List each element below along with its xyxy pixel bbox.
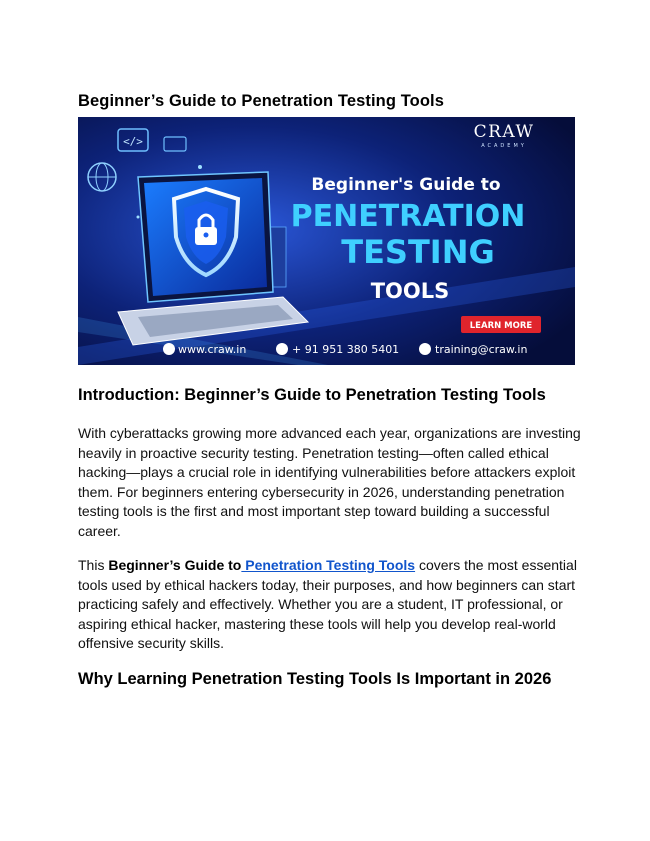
- sparkle-icon: [137, 216, 140, 219]
- paragraph-bold-text: Beginner’s Guide to: [108, 557, 242, 573]
- banner-heading-line1: Beginner's Guide to: [311, 175, 501, 195]
- contact-website: www.craw.in: [178, 343, 247, 356]
- email-icon: [419, 343, 431, 355]
- intro-paragraph-1: With cyberattacks growing more advanced each year, organizations are investing heavily in proactive security testing. Penetration testing—often called ethical hacking—plays a crucial role in identifying vulnerabilities before attackers exploit them. For beginners entering cybersecurity in 2026, understanding penetration testing tools is the first and most important step toward building a successful career.: [78, 425, 581, 539]
- learn-more-label: LEARN MORE: [469, 321, 533, 331]
- document-title: Beginner’s Guide to Penetration Testing Tools: [78, 92, 445, 110]
- section2-heading: Why Learning Penetration Testing Tools Is Important in 2026: [78, 670, 552, 688]
- brand-logo: CRAW: [473, 122, 535, 142]
- phone-icon: [276, 343, 288, 355]
- banner-heading-line4: TOOLS: [370, 279, 450, 303]
- penetration-testing-tools-link[interactable]: Penetration Testing Tools: [241, 557, 416, 573]
- paragraph-body: covers the most essential tools used by ethical hackers today, their purposes, and how beginners can start practicing safely and effectively. Whether you are a student, IT professional, or aspiring ethical hacker, mastering these tools will help you develop real-world offensive security skills.: [78, 557, 577, 652]
- banner-heading-line2: PENETRATION: [290, 199, 526, 234]
- paragraph-prefix: This: [78, 557, 109, 573]
- banner-image[interactable]: [78, 117, 575, 365]
- globe-contact-icon: [163, 343, 175, 355]
- code-icon-text: </>: [123, 135, 143, 148]
- contact-bar: [163, 343, 527, 356]
- contact-phone: + 91 951 380 5401: [292, 343, 400, 356]
- learn-more-button[interactable]: [461, 316, 541, 333]
- contact-email: training@craw.in: [435, 343, 528, 356]
- banner-heading-line3: TESTING: [341, 233, 495, 271]
- intro-paragraph-2: [78, 556, 583, 654]
- sparkle-icon: [198, 165, 202, 169]
- brand-subtitle: ACADEMY: [481, 143, 527, 149]
- intro-heading: Introduction: Beginner’s Guide to Penetration Testing Tools: [78, 386, 546, 404]
